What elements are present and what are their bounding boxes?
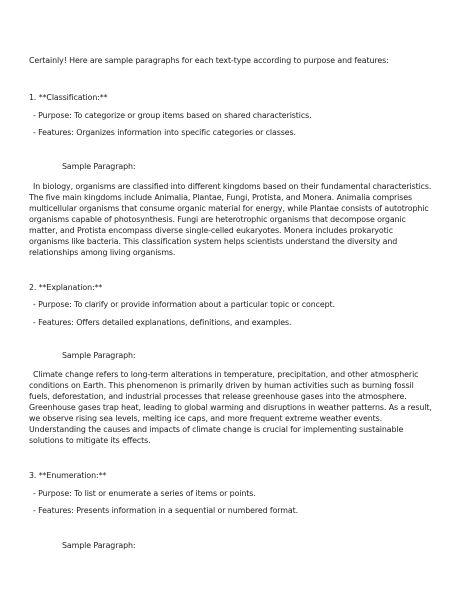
paragraph-line: Climate change refers to long-term alterations in temperature, precipitation, and other atmospheric	[33, 370, 419, 379]
section-3-features: - Features: Presents information in a sequential or numbered format.	[33, 506, 299, 515]
paragraph-line: The five main kingdoms include Animalia, Plantae, Fungi, Protista, and Monera. Animalia comprises	[29, 193, 412, 202]
intro-text: Certainly! Here are sample paragraphs for each text-type according to purpose and features:	[29, 56, 389, 65]
section-1-heading: 1. **Classification:**	[29, 93, 108, 102]
paragraph-line: conditions on Earth. This phenomenon is primarily driven by human activities such as burning fossil	[29, 381, 414, 390]
section-2-heading: 2. **Explanation:**	[29, 283, 103, 292]
paragraph-line: fuels, deforestation, and industrial processes that release greenhouse gases into the atmosphere.	[29, 392, 407, 401]
paragraph-line: organisms like bacteria. This classification system helps scientists understand the diversity and	[29, 237, 398, 246]
section-2-purpose: - Purpose: To clarify or provide information about a particular topic or concept.	[33, 300, 335, 309]
paragraph-line: matter, and Protista encompass diverse single-celled eukaryotes. Monera includes prokaryotic	[29, 226, 393, 235]
section-3-sample-label: Sample Paragraph:	[62, 541, 136, 550]
paragraph-line: solutions to mitigate its effects.	[29, 436, 151, 445]
paragraph-line: Understanding the causes and impacts of climate change is crucial for implementing sustainable	[29, 425, 404, 434]
section-3-heading: 3. **Enumeration:**	[29, 471, 107, 480]
section-1-purpose: - Purpose: To categorize or group items based on shared characteristics.	[33, 111, 312, 120]
paragraph-line: Greenhouse gases trap heat, leading to global warming and disruptions in weather patterns. As a result,	[29, 403, 432, 412]
section-1-features: - Features: Organizes information into specific categories or classes.	[33, 128, 296, 137]
section-3-purpose: - Purpose: To list or enumerate a series of items or points.	[33, 489, 256, 498]
paragraph-line: In biology, organisms are classified into different kingdoms based on their fundamental characteristics.	[33, 182, 432, 191]
section-2-sample-label: Sample Paragraph:	[62, 351, 136, 360]
section-2-features: - Features: Offers detailed explanations, definitions, and examples.	[33, 318, 292, 327]
paragraph-line: organisms capable of photosynthesis. Fungi are heterotrophic organisms that decompose organic	[29, 215, 406, 224]
paragraph-line: relationships among living organisms.	[29, 248, 176, 257]
paragraph-line: we observe rising sea levels, melting ice caps, and more frequent extreme weather events.	[29, 414, 383, 423]
paragraph-line: multicellular organisms that consume organic material for energy, while Plantae consists of autotrophic	[29, 204, 429, 213]
section-1-sample-label: Sample Paragraph:	[62, 162, 136, 171]
